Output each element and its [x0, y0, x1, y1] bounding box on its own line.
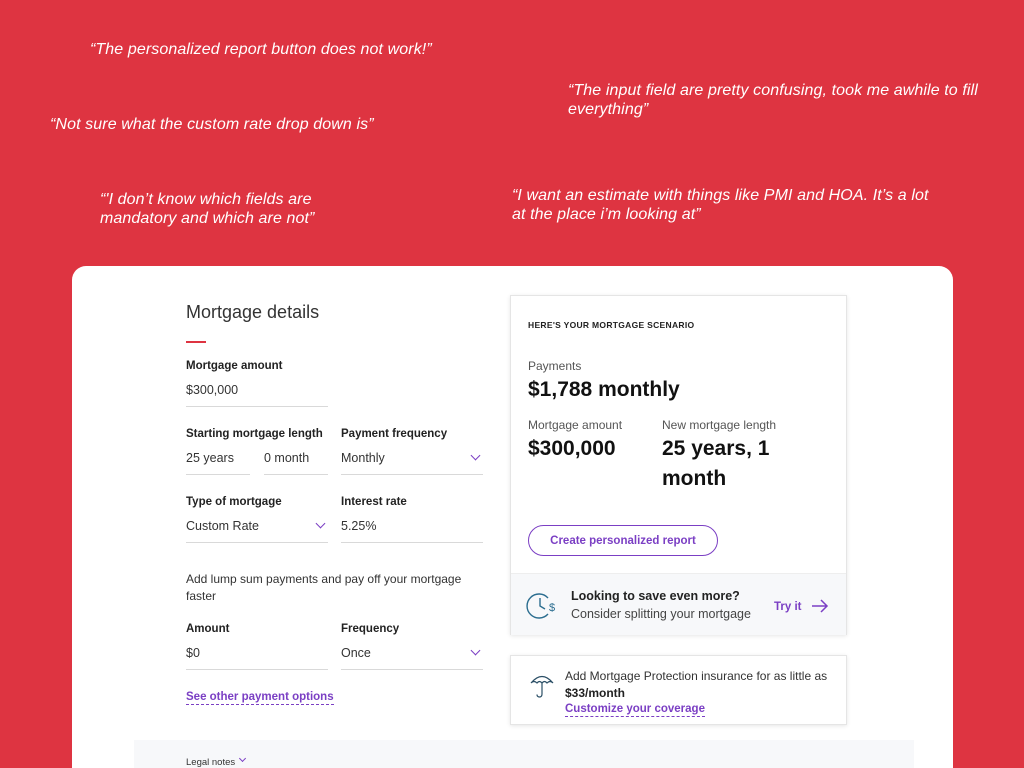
feedback-quote: “The personalized report button does not work!” — [90, 41, 432, 58]
split-mortgage-promo — [511, 573, 846, 635]
mortgage-type-label: Type of mortgage — [186, 496, 282, 508]
create-personalized-report-button[interactable]: Create personalized report — [528, 525, 718, 556]
interest-rate-value: 5.25% — [341, 518, 377, 533]
new-length-label: New mortgage length — [662, 418, 777, 432]
payment-frequency-value: Monthly — [341, 450, 385, 465]
mortgage-amount-value: $300,000 — [186, 382, 239, 397]
save-more-subtitle: Consider splitting your mortgage — [571, 607, 751, 621]
chevron-down-icon — [471, 645, 481, 655]
mortgage-amount-field — [186, 360, 328, 407]
mortgage-type-field — [186, 496, 328, 543]
customize-coverage-link[interactable]: Customize your coverage — [565, 703, 705, 715]
lump-frequency-label: Frequency — [341, 623, 400, 635]
feedback-quote: “Not sure what the custom rate drop down is” — [50, 116, 374, 133]
svg-text:$: $ — [549, 602, 556, 614]
lump-amount-value: $0 — [186, 645, 200, 660]
new-length-value: 25 years, 1 month — [662, 437, 770, 490]
mortgage-length-years-value: 25 years — [186, 450, 234, 465]
insurance-price: $33/month — [565, 686, 626, 700]
lump-amount-label: Amount — [186, 623, 230, 635]
mortgage-calculator-card — [72, 266, 953, 768]
feedback-quote: “'I don’t know which fields are mandatory and which are not” — [100, 191, 315, 227]
mortgage-length-months-input[interactable] — [264, 449, 328, 475]
see-other-payment-options-link[interactable]: See other payment options — [186, 691, 334, 703]
title-accent-line — [186, 341, 206, 343]
payment-frequency-label: Payment frequency — [341, 428, 448, 440]
mortgage-length-years-input[interactable] — [186, 449, 250, 475]
try-it-link[interactable]: Try it — [774, 601, 802, 613]
legal-notes-toggle[interactable]: Legal notes — [186, 757, 236, 768]
interest-rate-input[interactable] — [341, 517, 483, 543]
mortgage-scenario-panel — [510, 295, 847, 635]
lump-frequency-select[interactable] — [341, 644, 483, 670]
payment-frequency-field — [341, 428, 483, 475]
clock-dollar-icon — [526, 589, 560, 621]
lump-amount-field — [186, 623, 328, 670]
mortgage-type-value: Custom Rate — [186, 518, 259, 533]
feedback-quote: “The input field are pretty confusing, took me awhile to fill everything” — [568, 82, 978, 118]
lump-amount-input[interactable] — [186, 644, 328, 670]
mortgage-length-months-field — [264, 428, 328, 475]
lump-frequency-value: Once — [341, 645, 371, 660]
mortgage-type-select[interactable] — [186, 517, 328, 543]
interest-rate-field — [341, 496, 483, 543]
lump-frequency-field — [341, 623, 483, 670]
chevron-down-icon — [316, 518, 326, 528]
chevron-down-icon[interactable] — [239, 755, 246, 762]
save-more-title: Looking to save even more? — [571, 589, 740, 603]
insurance-text — [565, 668, 835, 702]
lump-sum-description: Add lump sum payments and pay off your mortgage faster — [186, 572, 462, 603]
mortgage-length-label: Starting mortgage length — [186, 428, 323, 440]
legal-notes-bar — [134, 740, 914, 768]
mortgage-amount-input[interactable] — [186, 381, 328, 407]
mortgage-length-months-value: 0 month — [264, 450, 310, 465]
feedback-quote: “I want an estimate with things like PMI and HOA. It’s a lot at the place i’m looking at” — [512, 187, 929, 223]
summary-amount-label: Mortgage amount — [528, 418, 623, 432]
payments-label: Payments — [528, 359, 582, 373]
interest-rate-label: Interest rate — [341, 496, 407, 508]
payment-frequency-select[interactable] — [341, 449, 483, 475]
payments-value: $1,788 monthly — [528, 378, 680, 401]
umbrella-icon — [529, 670, 555, 700]
chevron-down-icon — [471, 450, 481, 460]
arrow-right-icon[interactable] — [811, 598, 829, 614]
insurance-message: Add Mortgage Protection insurance for as little as — [565, 669, 828, 683]
mortgage-protection-promo — [510, 655, 847, 725]
summary-amount-value: $300,000 — [528, 437, 616, 460]
form-title: Mortgage details — [186, 302, 320, 322]
mortgage-amount-label: Mortgage amount — [186, 360, 283, 372]
scenario-eyebrow: HERE'S YOUR MORTGAGE SCENARIO — [528, 320, 695, 330]
